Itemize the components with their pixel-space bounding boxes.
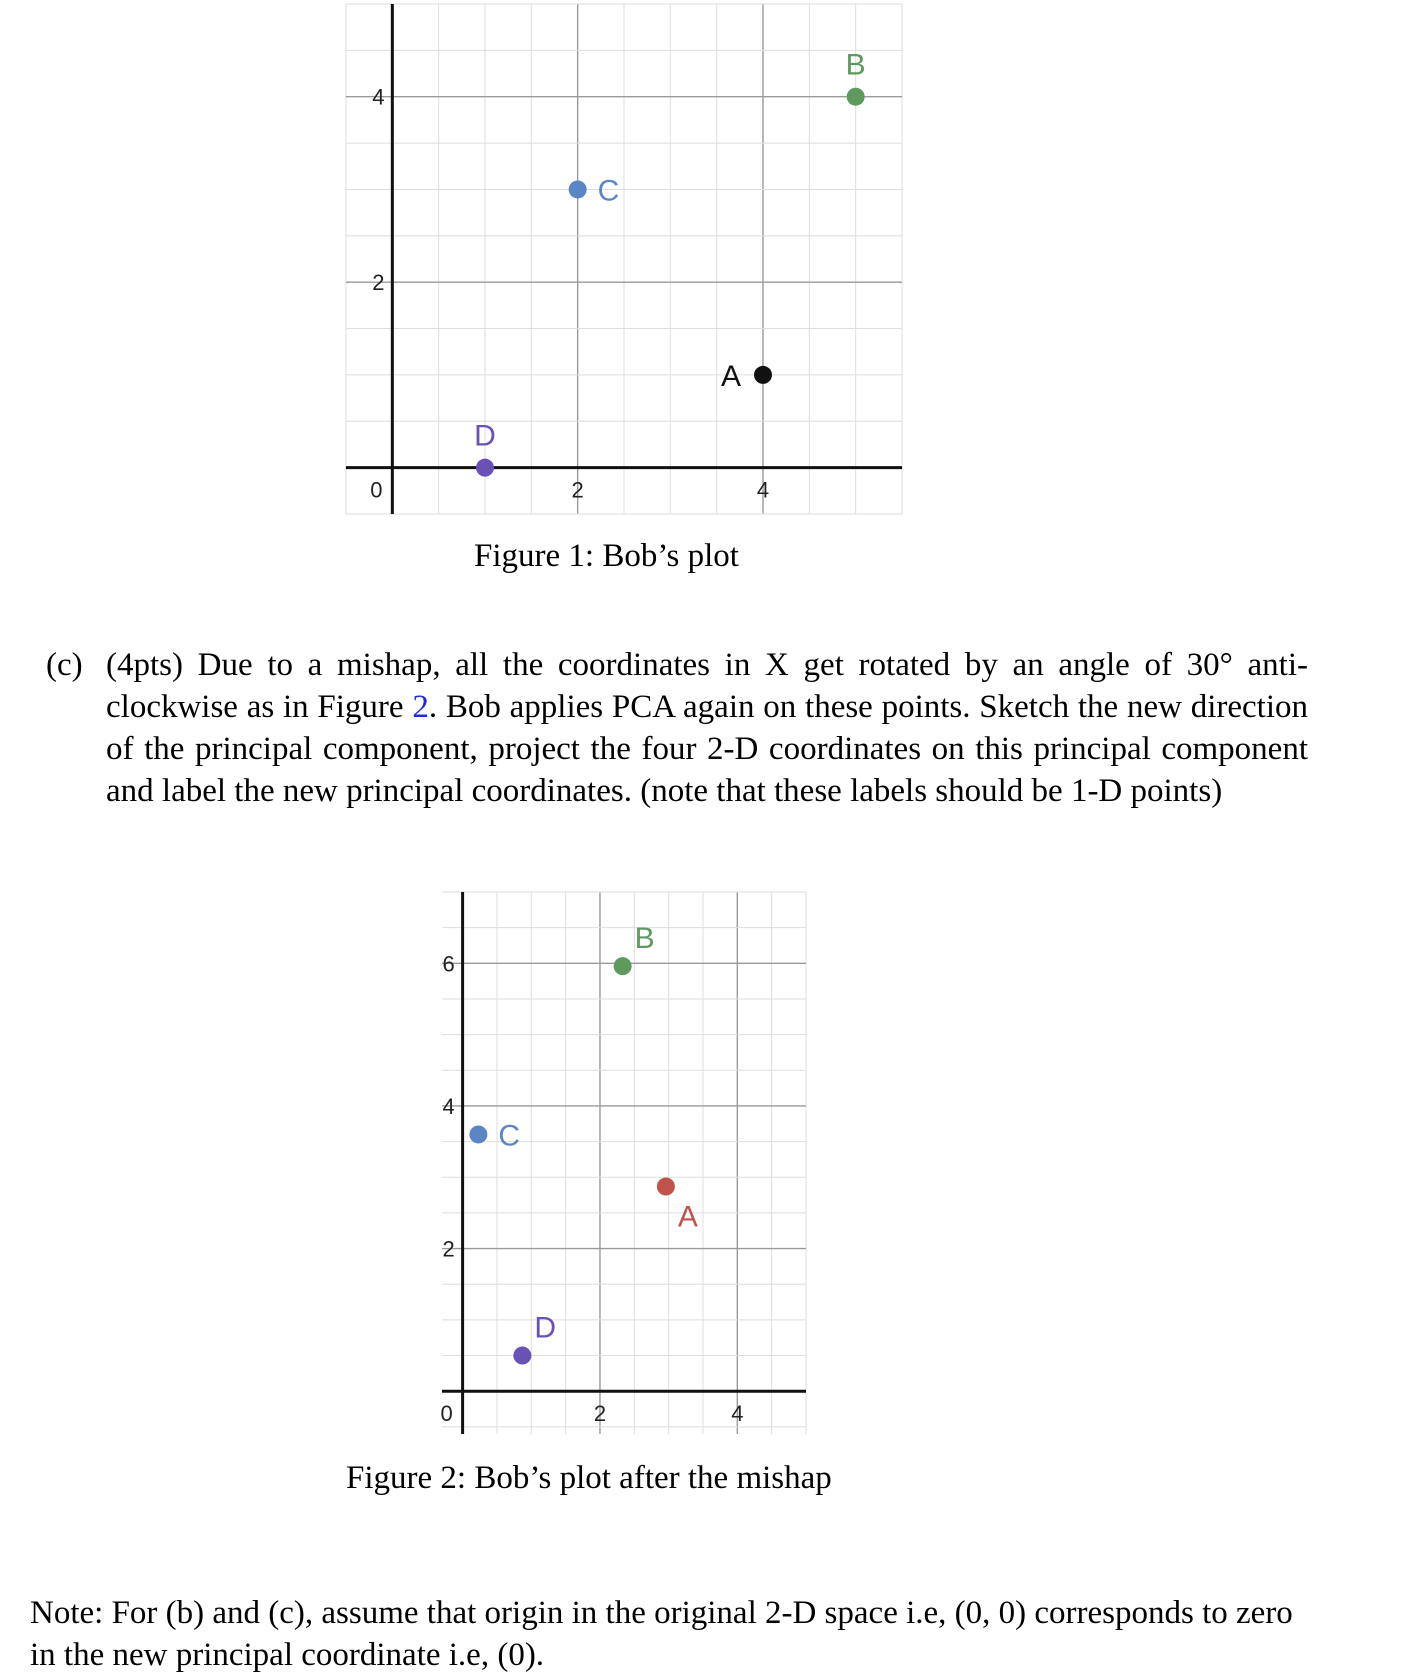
y-tick-label: 4 [372, 84, 385, 110]
point-b [614, 957, 632, 975]
point-label-a: A [720, 359, 741, 393]
figure-1-svg [346, 4, 902, 514]
question-marker: (c) [46, 647, 83, 683]
y-tick-label: 6 [442, 951, 455, 977]
question-text-part-2: . Bob applies PCA again on these points. Sketch the new direction of the principal component, project the four 2-D coordinates on this principal component and label the new principal coordinates. (note that these labels should be 1-D points) [106, 689, 1308, 809]
point-label-a: A [677, 1200, 698, 1234]
figure-2-reference-link[interactable]: 2 [412, 689, 429, 725]
point-c [469, 1125, 487, 1143]
point-label-d: D [474, 419, 496, 453]
point-label-c: C [498, 1119, 521, 1153]
y-tick-label: 2 [372, 270, 385, 296]
y-tick-label: 4 [442, 1093, 455, 1119]
point-d [513, 1347, 531, 1365]
x-tick-label: 4 [731, 1401, 744, 1427]
question-c [46, 644, 1308, 812]
figure-1-caption: Figure 1: Bob’s plot [474, 538, 739, 574]
point-label-b: B [634, 922, 655, 956]
point-a [657, 1178, 675, 1196]
origin-label: 0 [370, 477, 383, 503]
point-a [754, 366, 772, 384]
figure-2-caption: Figure 2: Bob’s plot after the mishap [346, 1460, 832, 1496]
question-body [106, 644, 1308, 812]
point-label-b: B [845, 48, 866, 82]
x-tick-label: 2 [571, 477, 584, 503]
figure-2-plot [442, 892, 806, 1434]
point-c [569, 180, 587, 198]
question-text-part-1: (4pts) Due to a mishap, all the coordinates in X get rotated by an angle of 30° anti-clockwise as in Figure [106, 647, 1308, 725]
point-label-d: D [534, 1311, 557, 1345]
point-label-c: C [597, 174, 620, 208]
figure-2-svg [442, 892, 806, 1434]
point-d [476, 459, 494, 477]
x-tick-label: 2 [593, 1401, 607, 1427]
figure-1-plot [346, 4, 902, 514]
y-tick-label: 2 [442, 1236, 455, 1262]
point-b [847, 88, 865, 106]
x-tick-label: 4 [756, 477, 770, 503]
note-text: Note: For (b) and (c), assume that origin in the original 2-D space i.e, (0, 0) corresponds to zero in the new principal coordinate i.e, (0). [30, 1595, 1293, 1673]
origin-label: 0 [440, 1401, 453, 1427]
